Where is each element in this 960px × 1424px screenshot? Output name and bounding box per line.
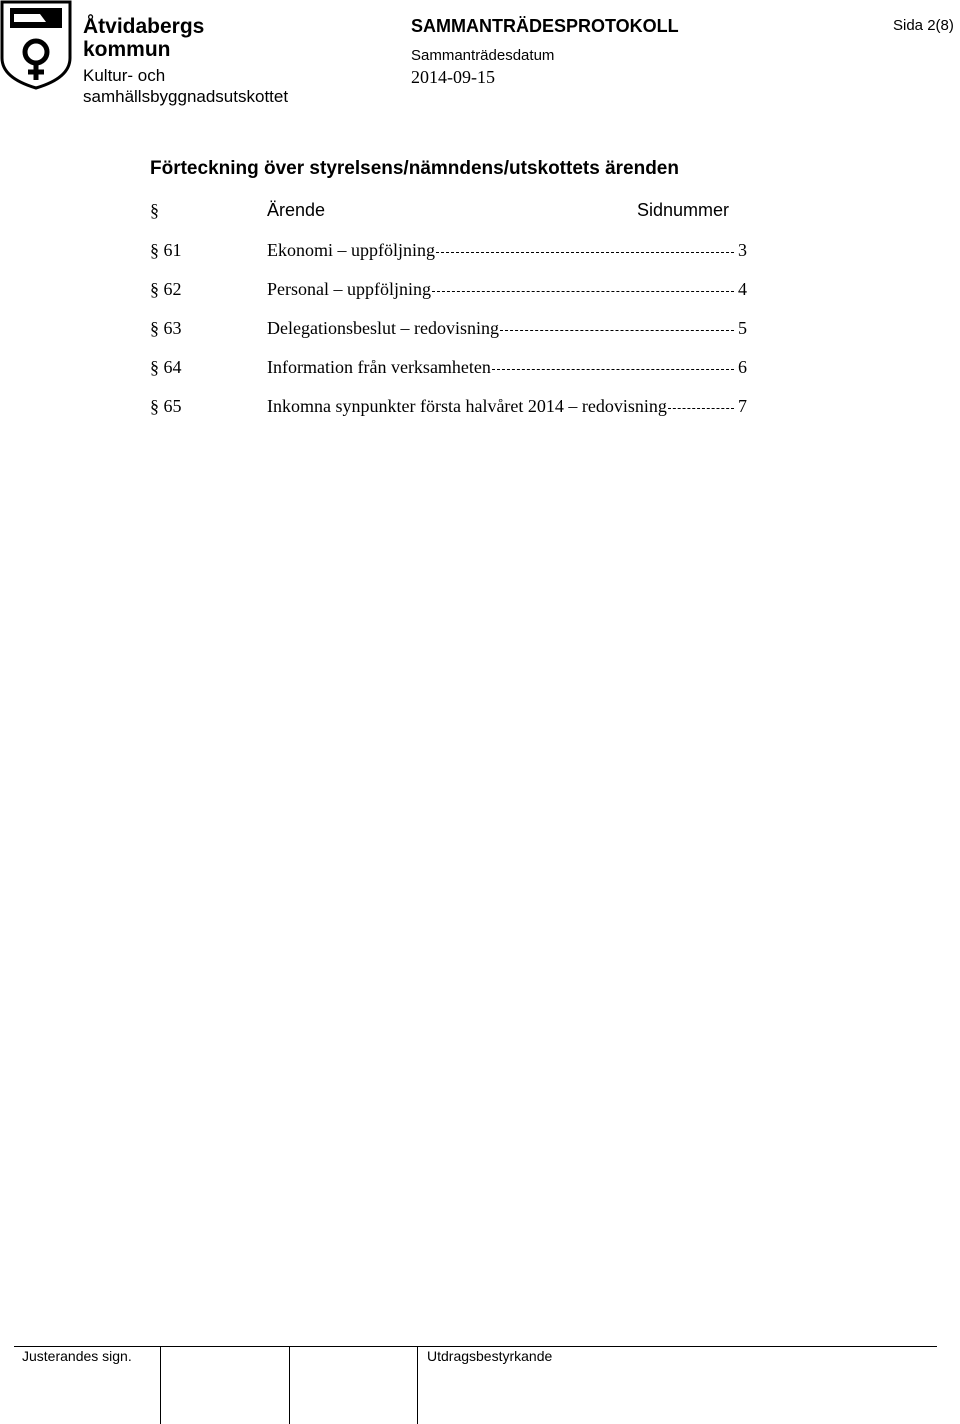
index-heading: Förteckning över styrelsens/nämndens/utskottets ärenden [150,158,679,179]
organization-name-line2: kommun [83,38,171,61]
meeting-date-value: 2014-09-15 [411,67,495,87]
document-title: SAMMANTRÄDESPROTOKOLL [411,16,679,36]
meeting-date-label: Sammanträdesdatum [411,47,555,64]
paragraph-number: § 62 [150,279,182,299]
footer-rule [14,1346,937,1347]
page-number: Sida 2(8) [893,17,954,34]
arende-title: Ekonomi – uppföljning [267,240,435,260]
page-reference: 3 [738,240,747,260]
paragraph-number: § 65 [150,396,182,416]
column-header-sidnummer: Sidnummer [637,200,730,220]
coat-of-arms-icon [0,0,72,90]
arende-title: Inkomna synpunkter första halvåret 2014 – redovisning [267,396,667,416]
column-header-paragraph: § [150,200,159,220]
page-reference: 5 [738,318,747,338]
index-row [150,395,750,417]
index-row [150,356,750,378]
arende-title: Delegationsbeslut – redovisning [267,318,499,338]
dot-leader [668,408,734,409]
dot-leader [432,291,734,292]
footer-divider [160,1346,161,1424]
page-reference: 7 [738,396,747,416]
page-reference: 6 [738,357,747,377]
footer-utdragsbestyrkande: Utdragsbestyrkande [427,1348,553,1364]
footer-divider [417,1346,418,1424]
dot-leader [500,330,734,331]
footer-justerandes-sign: Justerandes sign. [22,1348,132,1364]
department-name-line1: Kultur- och [83,66,166,85]
dot-leader [492,369,734,370]
department-name-line2: samhällsbyggnadsutskottet [83,87,289,106]
index-row [150,278,750,300]
arende-title: Personal – uppföljning [267,279,431,299]
index-row [150,239,750,261]
dot-leader [436,252,734,253]
paragraph-number: § 64 [150,357,182,377]
arende-title: Information från verksamheten [267,357,491,377]
footer-divider [289,1346,290,1424]
paragraph-number: § 63 [150,318,182,338]
column-header-arende: Ärende [267,200,326,220]
paragraph-number: § 61 [150,240,182,260]
organization-name-line1: Åtvidabergs [83,15,205,38]
page-reference: 4 [738,279,747,299]
index-row [150,317,750,339]
